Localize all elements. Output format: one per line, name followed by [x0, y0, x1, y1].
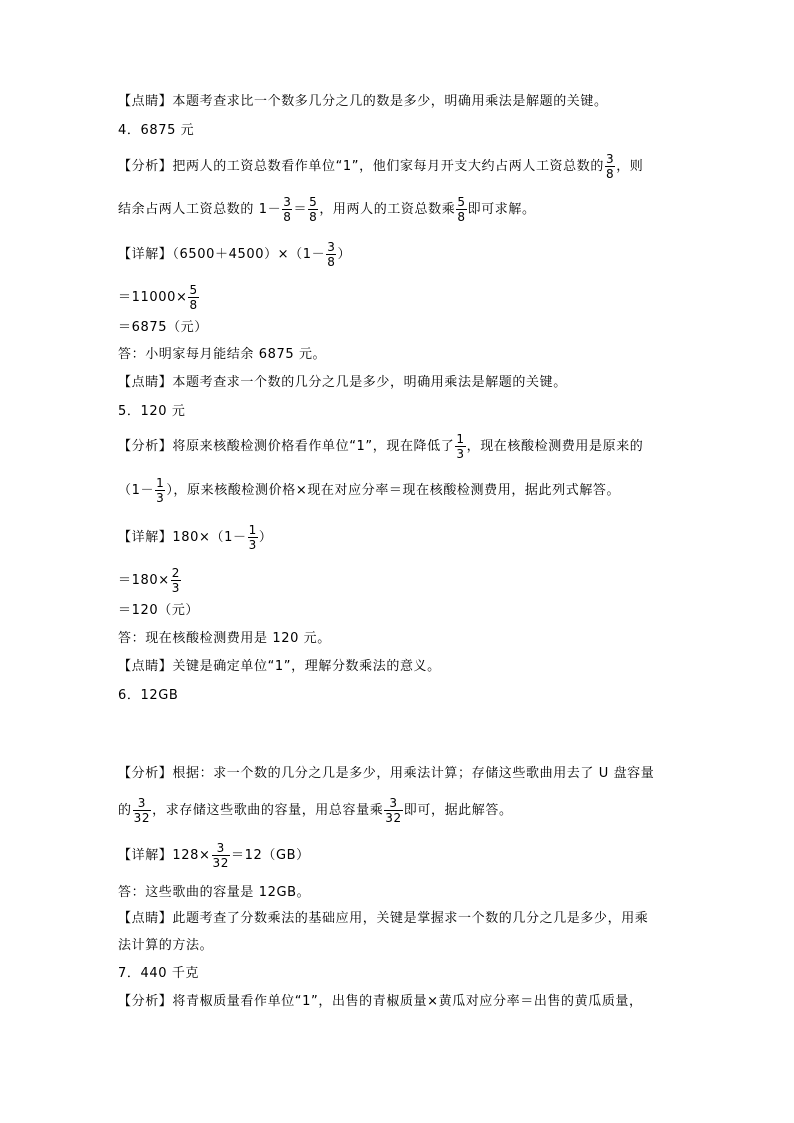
answer-heading-q7: [118, 966, 199, 982]
solution-line-q5: [118, 523, 272, 552]
numerator: 5: [457, 195, 466, 209]
text: ），原来核酸检测价格×现在对应分率＝现在核酸检测费用，据此列式解答。: [166, 483, 621, 498]
text: ＝120（元）: [118, 603, 200, 618]
answer-line-q5: [118, 631, 331, 647]
analysis-line-q5-cont: [118, 476, 620, 505]
analysis-line-q5: [118, 432, 643, 461]
numerator: 1: [456, 432, 465, 446]
solution-line-q4: [118, 240, 351, 269]
text: 【点睛】本题考查求比一个数多几分之几的数是多少，明确用乘法是解题的关键。: [118, 94, 608, 109]
text: 6．12GB: [118, 688, 179, 703]
denominator: 8: [189, 298, 198, 312]
text: ，则: [616, 159, 644, 174]
remark-line-q6: [118, 911, 648, 927]
numerator: 3: [137, 796, 146, 810]
numerator: 3: [389, 796, 398, 810]
denominator: 8: [309, 210, 318, 224]
numerator: 1: [156, 476, 165, 490]
text: 的: [118, 803, 132, 818]
numerator: 2: [171, 566, 180, 580]
text: ）: [337, 247, 352, 262]
text: ，求存储这些歌曲的容量，用总容量乘: [152, 803, 384, 818]
denominator: 32: [385, 811, 402, 825]
solution-step: [118, 283, 200, 312]
remark-line-q3: [118, 94, 608, 110]
text: 5．120 元: [118, 404, 186, 419]
fraction: [456, 195, 466, 224]
fraction: [455, 432, 465, 461]
answer-line-q4: [118, 347, 326, 363]
answer-heading-q6: [118, 688, 178, 704]
denominator: 32: [133, 811, 151, 825]
answer-heading-q5: [118, 404, 185, 420]
text: ＝180×: [118, 573, 170, 588]
numerator: 3: [216, 841, 225, 855]
text: ，用两人的工资总数乘: [319, 202, 456, 217]
solution-line-q6: [118, 841, 310, 870]
text: 结余占两人工资总数的 1－: [118, 202, 282, 217]
denominator: 8: [283, 210, 292, 224]
analysis-line-q4: [118, 152, 643, 181]
remark-line-q6-cont: [118, 938, 213, 954]
text: ，现在核酸检测费用是原来的: [466, 439, 644, 454]
answer-line-q6: [118, 885, 310, 901]
fraction: [308, 195, 318, 224]
numerator: 5: [189, 283, 198, 297]
text: 即可求解。: [467, 202, 536, 217]
solution-step: [118, 603, 199, 619]
answer-heading-q4: [118, 123, 194, 139]
numerator: 3: [605, 152, 615, 166]
fraction: [326, 240, 336, 269]
text: 【详解】128×: [118, 848, 211, 863]
fraction: [605, 152, 615, 181]
analysis-line-q6-cont: [118, 796, 513, 825]
text: 法计算的方法。: [118, 938, 214, 953]
fraction: [248, 523, 258, 552]
fraction: [282, 195, 292, 224]
text: 【详解】180×（1－: [118, 530, 247, 545]
text: （1－: [118, 483, 155, 498]
denominator: 8: [605, 167, 615, 181]
remark-line-q4: [118, 375, 567, 391]
numerator: 5: [309, 195, 318, 209]
fraction: [133, 796, 151, 825]
denominator: 3: [156, 491, 165, 505]
text: 4．6875 元: [118, 123, 195, 138]
text: 【分析】把两人的工资总数看作单位“1”，他们家每月开支大约占两人工资总数的: [118, 159, 604, 174]
fraction: [188, 283, 198, 312]
analysis-line-q4-cont: [118, 195, 536, 224]
denominator: 32: [212, 856, 229, 870]
text: 即可，据此解答。: [403, 803, 513, 818]
text: 【点睛】关键是确定单位“1”，理解分数乘法的意义。: [118, 659, 441, 674]
denominator: 3: [248, 538, 257, 552]
analysis-line-q7: [118, 994, 643, 1010]
numerator: 1: [248, 523, 257, 537]
denominator: 3: [456, 447, 465, 461]
text: 答：现在核酸检测费用是 120 元。: [118, 631, 331, 646]
text: 【详解】（6500＋4500）×（1－: [118, 247, 326, 262]
numerator: 3: [327, 240, 336, 254]
denominator: 8: [457, 210, 466, 224]
text: ＝11000×: [118, 290, 188, 305]
fraction: [384, 796, 402, 825]
numerator: 3: [283, 195, 292, 209]
text: 7．440 千克: [118, 966, 200, 981]
text: 【分析】将青椒质量看作单位“1”，出售的青椒质量×黄瓜对应分率＝出售的黄瓜质量，: [118, 994, 643, 1009]
text: ＝6875（元）: [118, 320, 208, 335]
text: 答：小明家每月能结余 6875 元。: [118, 347, 327, 362]
fraction: [155, 476, 165, 505]
denominator: 8: [327, 255, 336, 269]
text: 【点睛】本题考查求一个数的几分之几是多少，明确用乘法是解题的关键。: [118, 375, 567, 390]
denominator: 3: [171, 581, 180, 595]
solution-step: [118, 566, 182, 595]
solution-step: [118, 320, 208, 336]
fraction: [171, 566, 181, 595]
fraction: [212, 841, 230, 870]
text: 【分析】将原来核酸检测价格看作单位“1”，现在降低了: [118, 439, 455, 454]
text: 答：这些歌曲的容量是 12GB。: [118, 885, 311, 900]
remark-line-q5: [118, 659, 441, 675]
text: ）: [258, 530, 273, 545]
text: ＝: [293, 202, 308, 217]
analysis-line-q6: [118, 766, 654, 782]
text: 【分析】根据：求一个数的几分之几是多少，用乘法计算；存储这些歌曲用去了 U 盘容量: [118, 766, 655, 781]
text: ＝12（GB）: [231, 848, 310, 863]
text: 【点睛】此题考查了分数乘法的基础应用，关键是掌握求一个数的几分之几是多少，用乘: [118, 911, 649, 926]
